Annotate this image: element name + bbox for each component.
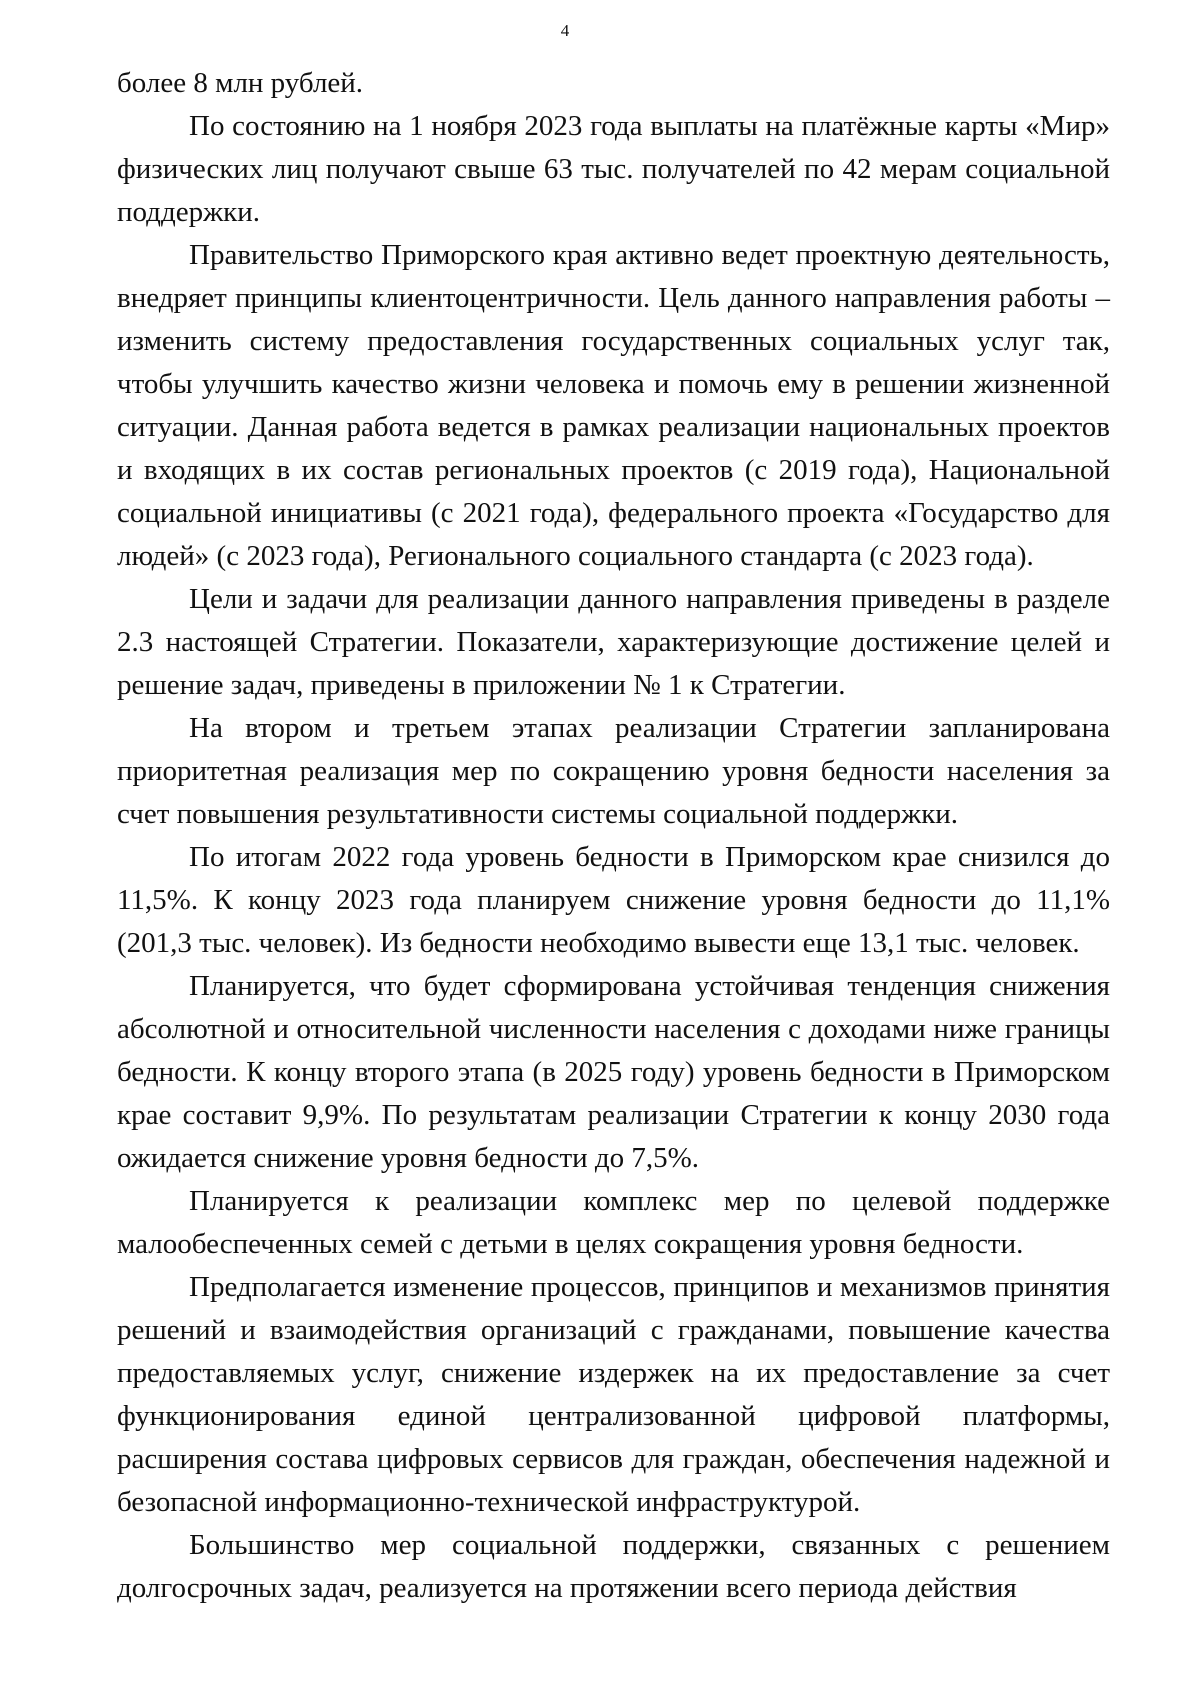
paragraph: Планируется к реализации комплекс мер по целевой поддержке малообеспеченных семей с детьми в целях сокращения уровня бедности.	[117, 1185, 1110, 1260]
paragraph: На втором и третьем этапах реализации Стратегии запланирована приоритетная реализация мер по сокращению уровня бедности населения за счет повышения результативности системы социальной поддержки.	[117, 712, 1110, 830]
paragraph: Правительство Приморского края активно ведет проектную деятельность, внедряет принципы клиентоцентричности. Цель данного направления работы – изменить систему предоставления государственных социальных услуг так, чтобы улучшить качество жизни человека и помочь ему в решении жизненной ситуации. Данная работа ведется в рамках реализации национальных проектов и входящих в их состав региональных проектов (с 2019 года), Национальной социальной инициативы (с 2021 года), федерального проекта «Государство для людей» (с 2023 года), Регионального социального стандарта (с 2023 года).	[117, 239, 1110, 572]
document-body	[117, 62, 1110, 1610]
paragraph: По итогам 2022 года уровень бедности в Приморском крае снизился до 11,5%. К концу 2023 года планируем снижение уровня бедности до 11,1% (201,3 тыс. человек). Из бедности необходимо вывести еще 13,1 тыс. человек.	[117, 841, 1110, 959]
paragraph: По состоянию на 1 ноября 2023 года выплаты на платёжные карты «Мир» физических лиц получают свыше 63 тыс. получателей по 42 мерам социальной поддержки.	[117, 110, 1110, 228]
paragraph: Предполагается изменение процессов, принципов и механизмов принятия решений и взаимодействия организаций с гражданами, повышение качества предоставляемых услуг, снижение издержек на их предоставление за счет функционирования единой централизованной цифровой платформы, расширения состава цифровых сервисов для граждан, обеспечения надежной и безопасной информационно-технической инфраструктурой.	[117, 1271, 1110, 1518]
page-number: 4	[560, 21, 570, 40]
paragraph: Цели и задачи для реализации данного направления приведены в разделе 2.3 настоящей Стратегии. Показатели, характеризующие достижение целей и решение задач, приведены в приложении № 1 к Стратегии.	[117, 583, 1110, 701]
paragraph: более 8 млн рублей.	[117, 67, 364, 99]
paragraph: Планируется, что будет сформирована устойчивая тенденция снижения абсолютной и относительной численности населения с доходами ниже границы бедности. К концу второго этапа (в 2025 году) уровень бедности в Приморском крае составит 9,9%. По результатам реализации Стратегии к концу 2030 года ожидается снижение уровня бедности до 7,5%.	[117, 970, 1110, 1174]
paragraph: Большинство мер социальной поддержки, связанных с решением долгосрочных задач, реализуется на протяжении всего периода действия	[117, 1529, 1110, 1604]
